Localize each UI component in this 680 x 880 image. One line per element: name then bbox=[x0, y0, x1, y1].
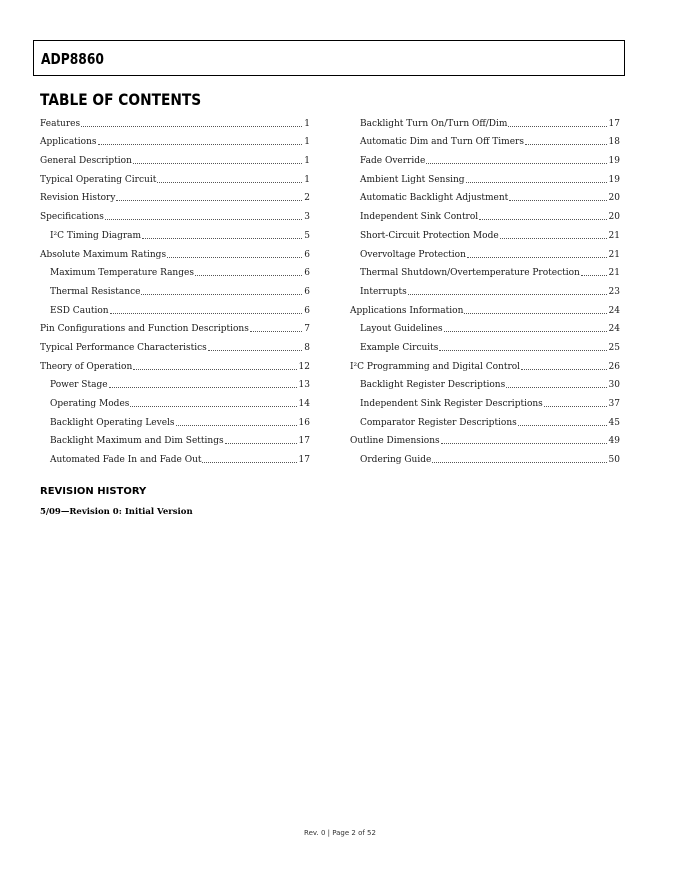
toc-entry-label: Outline Dimensions bbox=[350, 436, 440, 447]
toc-entry[interactable] bbox=[40, 203, 310, 222]
toc-entry[interactable] bbox=[350, 372, 620, 391]
toc-entry[interactable] bbox=[40, 353, 310, 372]
toc-entry-page: 21 bbox=[608, 230, 620, 241]
toc-entry[interactable] bbox=[350, 390, 620, 409]
toc-leader-dots bbox=[544, 405, 607, 407]
toc-entry[interactable] bbox=[350, 166, 620, 185]
toc-entry-label: Thermal Resistance bbox=[50, 286, 141, 297]
toc-entry[interactable] bbox=[350, 409, 620, 428]
toc-entry[interactable] bbox=[350, 334, 620, 353]
toc-leader-dots bbox=[444, 330, 607, 332]
toc-leader-dots bbox=[167, 256, 302, 258]
toc-entry-page: 18 bbox=[608, 137, 620, 148]
toc-entry-label: Backlight Operating Levels bbox=[50, 417, 175, 428]
toc-entry[interactable] bbox=[40, 185, 310, 204]
toc-entry-page: 6 bbox=[304, 268, 310, 279]
toc-entry-label: Thermal Shutdown/Overtemperature Protection bbox=[360, 268, 580, 279]
toc-entry[interactable] bbox=[350, 147, 620, 166]
toc-entry-page: 3 bbox=[304, 212, 310, 223]
toc-column-right bbox=[350, 110, 620, 465]
toc-entry-page: 6 bbox=[304, 286, 310, 297]
toc-entry-label: Theory of Operation bbox=[40, 361, 133, 372]
toc-entry-page: 8 bbox=[304, 342, 310, 353]
toc-entry[interactable] bbox=[40, 260, 310, 279]
toc-leader-dots bbox=[157, 181, 302, 183]
toc-entry-label: Fade Override bbox=[360, 156, 426, 167]
toc-entry[interactable] bbox=[350, 110, 620, 129]
toc-entry[interactable] bbox=[350, 297, 620, 316]
toc-entry-label: Specifications bbox=[40, 212, 104, 223]
toc-entry-page: 17 bbox=[298, 436, 310, 447]
toc-entry[interactable] bbox=[40, 446, 310, 465]
toc-entry-page: 14 bbox=[298, 399, 310, 409]
toc-leader-dots bbox=[81, 125, 302, 127]
toc-entry-label: General Description bbox=[40, 156, 132, 167]
toc-entry[interactable] bbox=[40, 222, 310, 241]
revision-history-heading: REVISION HISTORY bbox=[40, 486, 147, 497]
toc-entry-page: 49 bbox=[608, 436, 620, 447]
toc-entry-page: 1 bbox=[304, 156, 310, 167]
toc-leader-dots bbox=[464, 312, 606, 314]
toc-leader-dots bbox=[130, 405, 296, 407]
toc-entry-label: Typical Operating Circuit bbox=[40, 174, 157, 185]
toc-leader-dots bbox=[508, 125, 606, 127]
toc-entry-page: 37 bbox=[608, 399, 620, 409]
toc-entry-page: 16 bbox=[298, 417, 310, 428]
toc-entry-label: Comparator Register Descriptions bbox=[360, 417, 517, 428]
toc-leader-dots bbox=[426, 162, 606, 164]
toc-entry-page: 21 bbox=[608, 249, 620, 260]
toc-entry[interactable] bbox=[350, 353, 620, 372]
toc-entry-label: Backlight Register Descriptions bbox=[360, 380, 506, 391]
toc-entry-label: ESD Caution bbox=[50, 305, 109, 316]
toc-entry-label: Independent Sink Register Descriptions bbox=[360, 399, 543, 409]
toc-entry[interactable] bbox=[350, 203, 620, 222]
toc-entry[interactable] bbox=[350, 185, 620, 204]
toc-leader-dots bbox=[105, 218, 302, 220]
toc-title: TABLE OF CONTENTS bbox=[40, 90, 202, 109]
toc-leader-dots bbox=[142, 237, 302, 239]
toc-entry-label: Backlight Turn On/Turn Off/Dim bbox=[360, 118, 508, 129]
toc-leader-dots bbox=[109, 386, 297, 388]
toc-leader-dots bbox=[133, 368, 296, 370]
toc-entry-label: Interrupts bbox=[360, 286, 407, 297]
toc-leader-dots bbox=[439, 349, 606, 351]
toc-entry[interactable] bbox=[350, 446, 620, 465]
toc-entry[interactable] bbox=[350, 222, 620, 241]
toc-entry-page: 20 bbox=[608, 212, 620, 223]
toc-entry[interactable] bbox=[40, 129, 310, 148]
toc-entry-label: Maximum Temperature Ranges bbox=[50, 268, 194, 279]
toc-entry-page: 2 bbox=[304, 193, 310, 204]
toc-entry-page: 17 bbox=[608, 118, 620, 129]
toc-entry-page: 19 bbox=[608, 174, 620, 185]
toc-leader-dots bbox=[141, 293, 302, 295]
toc-entry[interactable] bbox=[40, 316, 310, 335]
toc-entry[interactable] bbox=[40, 428, 310, 447]
toc-leader-dots bbox=[110, 312, 303, 314]
toc-entry[interactable] bbox=[40, 409, 310, 428]
toc-entry[interactable] bbox=[40, 372, 310, 391]
toc-entry[interactable] bbox=[350, 278, 620, 297]
toc-entry-page: 30 bbox=[608, 380, 620, 391]
toc-leader-dots bbox=[467, 256, 607, 258]
toc-entry[interactable] bbox=[40, 297, 310, 316]
toc-entry-page: 24 bbox=[608, 324, 620, 335]
toc-entry[interactable] bbox=[40, 390, 310, 409]
toc-entry-label: Applications bbox=[40, 137, 97, 148]
toc-entry-label: Pin Configurations and Function Descriptions bbox=[40, 324, 249, 335]
document-header bbox=[33, 40, 625, 76]
toc-entry-page: 6 bbox=[304, 305, 310, 316]
page-footer: Rev. 0 | Page 2 of 52 bbox=[304, 829, 376, 837]
toc-leader-dots bbox=[521, 368, 607, 370]
toc-entry-page: 19 bbox=[608, 156, 620, 167]
toc-entry-label: Ambient Light Sensing bbox=[360, 174, 465, 185]
toc-entry[interactable] bbox=[350, 316, 620, 335]
toc-entry[interactable] bbox=[40, 334, 310, 353]
toc-entry[interactable] bbox=[350, 428, 620, 447]
toc-entry-page: 1 bbox=[304, 118, 310, 129]
toc-entry-page: 26 bbox=[608, 361, 620, 372]
toc-entry-page: 12 bbox=[298, 361, 310, 372]
toc-leader-dots bbox=[225, 442, 297, 444]
product-name: ADP8860 bbox=[41, 50, 104, 68]
toc-entry-label: Backlight Maximum and Dim Settings bbox=[50, 436, 224, 447]
toc-column-left bbox=[40, 110, 310, 465]
toc-entry[interactable] bbox=[350, 129, 620, 148]
toc-entry-label: I²C Timing Diagram bbox=[50, 230, 142, 241]
toc-entry-page: 1 bbox=[304, 174, 310, 185]
toc-leader-dots bbox=[98, 143, 303, 145]
toc-entry-page: 5 bbox=[304, 230, 310, 241]
toc-leader-dots bbox=[581, 274, 607, 276]
toc-entry-page: 21 bbox=[608, 268, 620, 279]
toc-entry-label: Automatic Dim and Turn Off Timers bbox=[360, 137, 524, 148]
toc-entry-label: Features bbox=[40, 118, 81, 129]
toc-leader-dots bbox=[432, 461, 606, 463]
toc-entry[interactable] bbox=[350, 260, 620, 279]
toc-leader-dots bbox=[195, 274, 302, 276]
toc-leader-dots bbox=[176, 424, 297, 426]
toc-entry-label: Operating Modes bbox=[50, 399, 130, 409]
toc-entry-label: I²C Programming and Digital Control bbox=[350, 361, 521, 372]
toc-leader-dots bbox=[506, 386, 606, 388]
toc-entry-page: 23 bbox=[608, 286, 620, 297]
toc-leader-dots bbox=[518, 424, 607, 426]
toc-entry[interactable] bbox=[350, 241, 620, 260]
toc-entry-label: Applications Information bbox=[350, 305, 464, 316]
toc-entry-page: 45 bbox=[608, 417, 620, 428]
toc-leader-dots bbox=[250, 330, 302, 332]
toc-entry[interactable] bbox=[40, 278, 310, 297]
toc-leader-dots bbox=[133, 162, 302, 164]
toc-entry-label: Automated Fade In and Fade Out bbox=[50, 455, 202, 466]
toc-entry-label: Ordering Guide bbox=[360, 455, 432, 466]
toc-entry-page: 1 bbox=[304, 137, 310, 148]
toc-entry-label: Automatic Backlight Adjustment bbox=[360, 193, 509, 204]
toc-entry-page: 24 bbox=[608, 305, 620, 316]
toc-entry-page: 25 bbox=[608, 342, 620, 353]
toc-entry-page: 20 bbox=[608, 193, 620, 204]
toc-entry[interactable] bbox=[40, 166, 310, 185]
toc-entry-label: Example Circuits bbox=[360, 342, 439, 353]
toc-leader-dots bbox=[441, 442, 607, 444]
toc-leader-dots bbox=[525, 143, 607, 145]
toc-leader-dots bbox=[466, 181, 607, 183]
toc-entry-page: 6 bbox=[304, 249, 310, 260]
toc-entry-page: 7 bbox=[304, 324, 310, 335]
toc-entry[interactable] bbox=[40, 241, 310, 260]
toc-entry[interactable] bbox=[40, 147, 310, 166]
toc-entry[interactable] bbox=[40, 110, 310, 129]
toc-entry-page: 50 bbox=[608, 455, 620, 466]
toc-entry-page: 17 bbox=[298, 455, 310, 466]
toc-entry-label: Overvoltage Protection bbox=[360, 249, 466, 260]
toc-leader-dots bbox=[408, 293, 607, 295]
toc-entry-label: Short-Circuit Protection Mode bbox=[360, 230, 499, 241]
toc-entry-label: Absolute Maximum Ratings bbox=[40, 249, 167, 260]
toc-leader-dots bbox=[208, 349, 302, 351]
revision-entry: 5/09—Revision 0: Initial Version bbox=[40, 507, 193, 517]
toc-leader-dots bbox=[509, 199, 606, 201]
toc-entry-label: Layout Guidelines bbox=[360, 324, 443, 335]
toc-entry-page: 13 bbox=[298, 380, 310, 391]
toc-entry-label: Typical Performance Characteristics bbox=[40, 342, 207, 353]
toc-leader-dots bbox=[500, 237, 607, 239]
toc-entry-label: Power Stage bbox=[50, 380, 108, 391]
toc-leader-dots bbox=[202, 461, 296, 463]
toc-leader-dots bbox=[116, 199, 302, 201]
toc-entry-label: Independent Sink Control bbox=[360, 212, 479, 223]
toc-entry-label: Revision History bbox=[40, 193, 116, 204]
toc-leader-dots bbox=[479, 218, 606, 220]
